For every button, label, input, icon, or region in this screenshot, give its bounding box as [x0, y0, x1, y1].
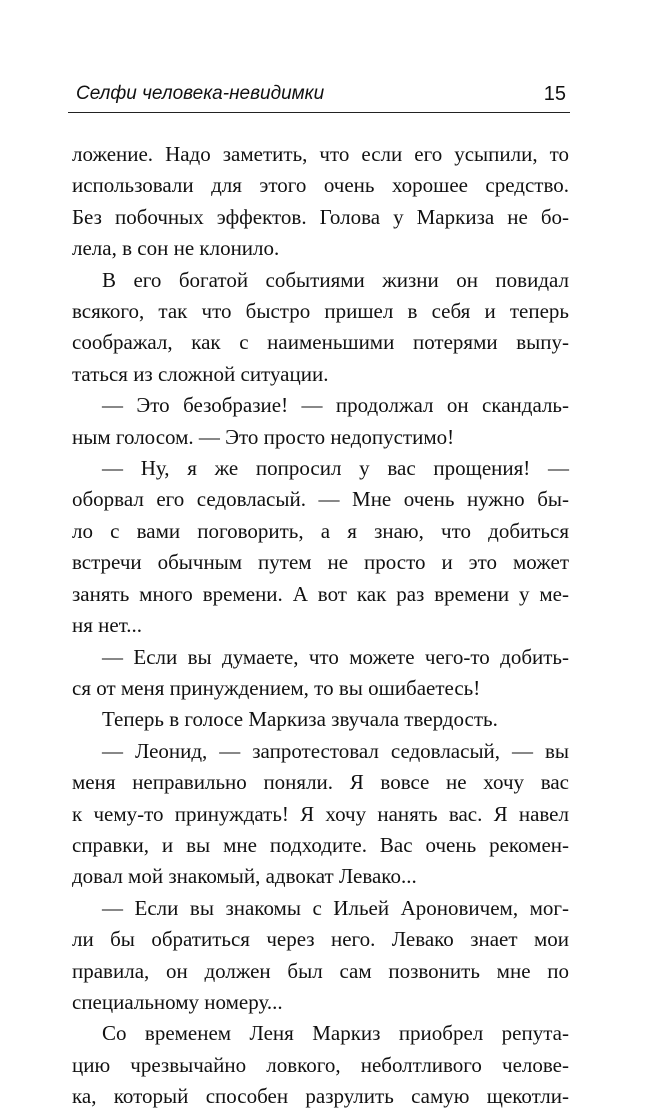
text-line: всякого, так что быстро пришел в себя и теперь [72, 299, 569, 324]
text-line: использовали для этого очень хорошее средство. [72, 173, 569, 198]
text-line: ня нет... [72, 613, 143, 638]
text-line: В его богатой событиями жизни он повидал [102, 267, 569, 292]
text-line: соображал, как с наименьшими потерями выпу- [72, 330, 569, 355]
running-title: Селфи человека-невидимки [76, 83, 325, 104]
text-line: ным голосом. — Это просто недопустимо! [72, 424, 455, 449]
text-line: Со временем Леня Маркиз приобрел репута- [102, 1021, 569, 1046]
text-line: оборвал его седовласый. — Мне очень нужно бы- [72, 487, 569, 512]
text-line: справки, и вы мне подходите. Вас очень рекомен- [72, 832, 569, 857]
text-line: ся от меня принуждением, то вы ошибаетесь! [72, 675, 481, 700]
body-text [72, 139, 569, 1113]
page-number: 15 [543, 83, 566, 105]
text-line: правила, он должен был сам позвонить мне по [72, 958, 569, 983]
text-line: ло с вами поговорить, а я знаю, что добиться [72, 518, 569, 543]
text-line: специальному номеру... [72, 989, 283, 1014]
running-header [68, 79, 570, 109]
text-line: довал мой знакомый, адвокат Левако... [72, 864, 417, 889]
text-line: лела, в сон не клонило. [72, 236, 280, 261]
text-line: Теперь в голосе Маркиза звучала твердость. [102, 707, 498, 732]
text-line: — Леонид, — запротестовал седовласый, — вы [102, 738, 569, 763]
text-line: — Это безобразие! — продолжал он скандаль- [102, 393, 569, 418]
text-line: — Если вы знакомы с Ильей Ароновичем, мог- [102, 895, 569, 920]
text-line: цию чрезвычайно ловкого, неболтливого челове- [72, 1052, 569, 1077]
text-line: — Если вы думаете, что можете чего-то добить- [102, 644, 569, 669]
text-line: ложение. Надо заметить, что если его усыпили, то [72, 142, 569, 166]
text-line: — Ну, я же попросил у вас прощения! — [102, 456, 569, 481]
text-line: таться из сложной ситуации. [72, 361, 329, 386]
text-line: занять много времени. А вот как раз времени у ме- [72, 581, 569, 606]
text-line: к чему-то принуждать! Я хочу нанять вас. Я навел [72, 801, 569, 826]
text-line: Без побочных эффектов. Голова у Маркиза не бо- [72, 204, 569, 229]
text-line: ка, который способен разрулить самую щекотли- [72, 1084, 569, 1109]
text-line: меня неправильно поняли. Я вовсе не хочу вас [72, 770, 569, 795]
header-rule [68, 112, 570, 113]
text-line: ли бы обратиться через него. Левако знает мои [72, 927, 569, 952]
text-line: встречи обычным путем не просто и это может [72, 550, 569, 575]
